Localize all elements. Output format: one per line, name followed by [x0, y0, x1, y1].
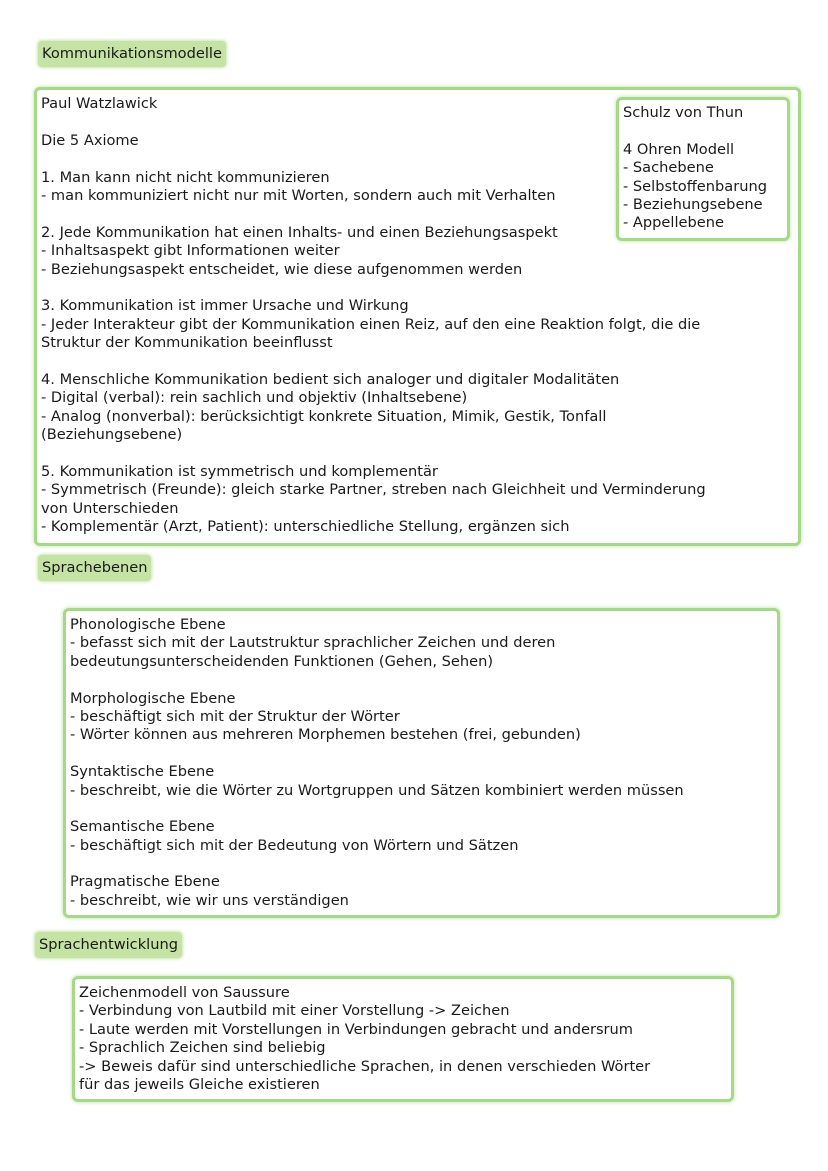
text-line: - Selbstoffenbarung — [623, 177, 767, 195]
sprachebenen-box — [63, 608, 780, 918]
text-line: 5. Kommunikation ist symmetrisch und komplementär — [41, 462, 438, 480]
blank-line — [70, 671, 684, 689]
blank-line — [41, 279, 706, 297]
schulz-von-thun-text — [623, 104, 767, 233]
text-line: - Symmetrisch (Freunde): gleich starke Partner, streben nach Gleichheit und Verminderung — [41, 481, 706, 499]
text-line: - Beziehungsebene — [623, 195, 763, 213]
text-line: bedeutungsunterscheidenden Funktionen (Gehen, Sehen) — [70, 652, 494, 670]
text-line: 2. Jede Kommunikation hat einen Inhalts- und einen Beziehungsaspekt — [41, 223, 558, 241]
text-line: für das jeweils Gleiche existieren — [79, 1075, 320, 1093]
sprachebenen-text — [70, 616, 684, 910]
blank-line — [41, 150, 706, 168]
blank-line — [41, 444, 706, 462]
text-line: Zeichenmodell von Saussure — [79, 984, 290, 1001]
watzlawick-text — [41, 95, 706, 536]
text-line: (Beziehungsebene) — [41, 426, 183, 444]
blank-line — [70, 745, 684, 763]
text-line: Paul Watzlawick — [41, 95, 158, 112]
section-label-sprachebenen: Sprachebenen — [38, 555, 151, 581]
text-line: Semantische Ebene — [70, 818, 215, 836]
blank-line — [70, 800, 684, 818]
text-line: Syntaktische Ebene — [70, 763, 215, 781]
blank-line — [41, 113, 706, 131]
text-line: - Inhaltsaspekt gibt Informationen weiter — [41, 242, 340, 260]
text-line: - beschreibt, wie wir uns verständigen — [70, 891, 349, 909]
blank-line — [41, 352, 706, 370]
text-line: - Komplementär (Arzt, Patient): unterschiedliche Stellung, ergänzen sich — [41, 517, 570, 535]
sprachentwicklung-text — [79, 984, 650, 1094]
text-line: Schulz von Thun — [623, 104, 744, 121]
text-line: Die 5 Axiome — [41, 131, 139, 149]
text-line: Morphologische Ebene — [70, 689, 236, 707]
text-line: - beschreibt, wie die Wörter zu Wortgruppen und Sätzen kombiniert werden müssen — [70, 781, 684, 799]
text-line: Struktur der Kommunikation beeinflusst — [41, 334, 333, 352]
text-line: -> Beweis dafür sind unterschiedliche Sprachen, in denen verschieden Wörter — [79, 1057, 651, 1075]
text-line: - Laute werden mit Vorstellungen in Verbindungen gebracht und andersrum — [79, 1020, 634, 1038]
text-line: von Unterschieden — [41, 499, 179, 517]
text-line: - Wörter können aus mehreren Morphemen bestehen (frei, gebunden) — [70, 726, 581, 744]
text-line: 4. Menschliche Kommunikation bedient sich analoger und digitaler Modalitäten — [41, 370, 620, 388]
blank-line — [70, 855, 684, 873]
text-line: 3. Kommunikation ist immer Ursache und Wirkung — [41, 297, 409, 315]
text-line: - Beziehungsaspekt entscheidet, wie diese aufgenommen werden — [41, 260, 523, 278]
text-line: - befasst sich mit der Lautstruktur sprachlicher Zeichen und deren — [70, 634, 556, 652]
text-line: 1. Man kann nicht nicht kommunizieren — [41, 168, 330, 186]
blank-line — [623, 122, 767, 140]
text-line: - man kommuniziert nicht nur mit Worten, sondern auch mit Verhalten — [41, 186, 556, 204]
section-label-sprachentwicklung: Sprachentwicklung — [35, 932, 182, 958]
schulz-von-thun-box — [616, 97, 790, 241]
text-line: - Sachebene — [623, 159, 714, 177]
text-line: - Digital (verbal): rein sachlich und objektiv (Inhaltsebene) — [41, 389, 468, 407]
text-line: - Appellebene — [623, 214, 724, 232]
text-line: - Verbindung von Lautbild mit einer Vorstellung -> Zeichen — [79, 1002, 510, 1020]
text-line: - beschäftigt sich mit der Bedeutung von Wörtern und Sätzen — [70, 836, 519, 854]
section-label-kommunikationsmodelle: Kommunikationsmodelle — [38, 41, 226, 67]
text-line: - Sprachlich Zeichen sind beliebig — [79, 1039, 326, 1057]
text-line: - Analog (nonverbal): berücksichtigt konkrete Situation, Mimik, Gestik, Tonfall — [41, 407, 607, 425]
text-line: - beschäftigt sich mit der Struktur der Wörter — [70, 707, 400, 725]
text-line: 4 Ohren Modell — [623, 140, 735, 158]
text-line: Phonologische Ebene — [70, 616, 226, 633]
blank-line — [41, 205, 706, 223]
text-line: Pragmatische Ebene — [70, 873, 220, 891]
text-line: - Jeder Interakteur gibt der Kommunikation einen Reiz, auf den eine Reaktion folgt, die die — [41, 315, 701, 333]
sprachentwicklung-box — [72, 976, 734, 1102]
